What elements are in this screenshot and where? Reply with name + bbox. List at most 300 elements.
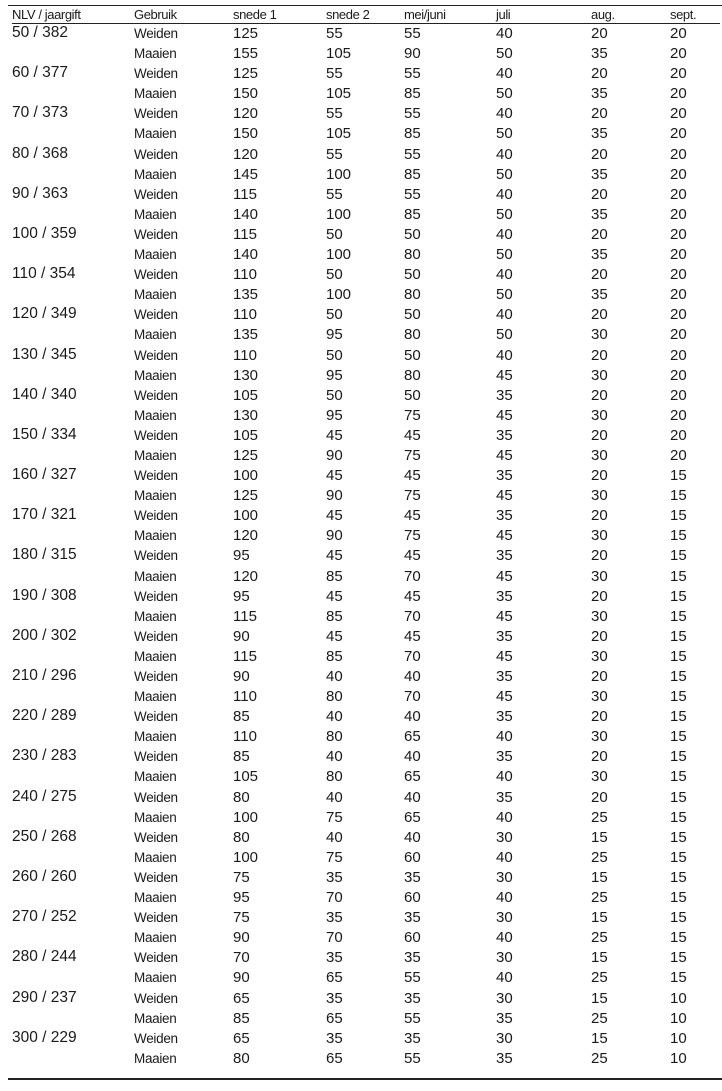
cell-sept: 20 (670, 125, 687, 143)
cell-aug: 20 (591, 426, 608, 444)
cell-nlv-jaargift: 80 / 368 (12, 144, 69, 162)
cell-aug: 25 (591, 969, 608, 987)
cell-snede-1: 75 (233, 868, 250, 886)
cell-juli: 45 (496, 487, 513, 505)
cell-juli: 40 (496, 185, 513, 203)
table-bottom-rule (8, 1078, 722, 1080)
table-row (12, 366, 720, 386)
cell-sept: 15 (670, 567, 687, 585)
cell-aug: 20 (591, 266, 608, 284)
cell-mei-juni: 70 (404, 647, 421, 665)
cell-sept: 15 (670, 828, 687, 846)
table-row (12, 104, 720, 124)
cell-juli: 50 (496, 246, 513, 264)
cell-aug: 20 (591, 668, 608, 685)
cell-nlv-jaargift: 170 / 321 (12, 506, 77, 524)
cell-aug: 25 (591, 1009, 608, 1027)
cell-mei-juni: 45 (404, 426, 421, 444)
cell-snede-1: 130 (233, 366, 259, 384)
cell-snede-2: 85 (326, 607, 343, 625)
cell-sept: 15 (670, 788, 687, 806)
cell-nlv-jaargift: 300 / 229 (12, 1028, 77, 1046)
cell-mei-juni: 75 (404, 527, 421, 545)
cell-gebruik: Weiden (134, 588, 178, 604)
cell-gebruik: Weiden (134, 508, 178, 524)
table-row (12, 64, 720, 84)
cell-snede-2: 75 (326, 848, 343, 866)
cell-snede-2: 65 (326, 1009, 343, 1027)
cell-snede-2: 100 (326, 286, 352, 304)
cell-juli: 45 (496, 446, 513, 464)
table-row (12, 466, 720, 486)
cell-juli: 50 (496, 286, 513, 304)
cell-sept: 15 (670, 969, 687, 987)
cell-gebruik: Maaien (134, 327, 177, 343)
table-row (12, 808, 720, 828)
cell-gebruik: Maaien (134, 809, 177, 825)
cell-snede-2: 55 (326, 185, 343, 203)
cell-gebruik: Weiden (134, 226, 178, 242)
cell-juli: 45 (496, 527, 513, 545)
cell-juli: 45 (496, 647, 513, 665)
cell-snede-2: 85 (326, 567, 343, 585)
cell-snede-1: 75 (233, 909, 250, 927)
cell-aug: 15 (591, 1029, 608, 1047)
cell-snede-2: 45 (326, 547, 343, 565)
cell-aug: 20 (591, 547, 608, 565)
cell-sept: 15 (670, 688, 687, 706)
cell-sept: 20 (670, 246, 687, 264)
cell-mei-juni: 70 (404, 688, 421, 706)
cell-nlv-jaargift (12, 968, 134, 988)
cell-nlv-jaargift (12, 285, 134, 305)
cell-mei-juni: 55 (404, 105, 421, 123)
cell-snede-2: 35 (326, 909, 343, 927)
cell-juli: 30 (496, 1029, 513, 1047)
cell-aug: 20 (591, 225, 608, 243)
cell-sept: 10 (670, 989, 687, 1007)
cell-sept: 10 (670, 1009, 687, 1027)
cell-mei-juni: 40 (404, 828, 421, 846)
cell-sept: 15 (670, 467, 687, 485)
cell-snede-2: 50 (326, 266, 343, 284)
table-row (12, 607, 720, 627)
cell-juli: 40 (496, 65, 513, 83)
cell-sept: 15 (670, 909, 687, 927)
cell-nlv-jaargift: 210 / 296 (12, 667, 77, 684)
cell-sept: 20 (670, 185, 687, 203)
cell-juli: 30 (496, 989, 513, 1007)
cell-mei-juni: 70 (404, 607, 421, 625)
cell-juli: 35 (496, 507, 513, 525)
cell-mei-juni: 35 (404, 949, 421, 967)
table-row (12, 908, 720, 928)
cell-aug: 30 (591, 768, 608, 786)
cell-snede-1: 120 (233, 527, 259, 545)
cell-juli: 35 (496, 547, 513, 565)
cell-sept: 20 (670, 386, 687, 404)
table-row (12, 426, 720, 446)
table-row (12, 587, 720, 607)
cell-snede-1: 155 (233, 45, 259, 63)
cell-mei-juni: 80 (404, 326, 421, 344)
cell-snede-2: 55 (326, 65, 343, 83)
cell-juli: 30 (496, 828, 513, 846)
cell-snede-1: 135 (233, 286, 259, 304)
table-body (12, 24, 720, 1069)
cell-snede-2: 95 (326, 366, 343, 384)
table-row (12, 446, 720, 466)
cell-snede-1: 90 (233, 627, 250, 645)
cell-juli: 40 (496, 346, 513, 364)
cell-aug: 35 (591, 165, 608, 183)
table-row (12, 747, 720, 767)
cell-snede-2: 35 (326, 1029, 343, 1047)
cell-gebruik: Maaien (134, 1010, 177, 1026)
cell-mei-juni: 60 (404, 929, 421, 947)
cell-nlv-jaargift (12, 888, 134, 908)
table-row (12, 667, 720, 687)
cell-mei-juni: 50 (404, 225, 421, 243)
table-row (12, 24, 720, 45)
cell-nlv-jaargift (12, 526, 134, 546)
cell-nlv-jaargift (12, 727, 134, 747)
cell-juli: 40 (496, 889, 513, 907)
cell-gebruik: Maaien (134, 930, 177, 946)
cell-snede-2: 105 (326, 125, 352, 143)
cell-aug: 30 (591, 446, 608, 464)
cell-snede-1: 135 (233, 326, 259, 344)
cell-snede-1: 115 (233, 185, 257, 203)
cell-aug: 20 (591, 587, 608, 605)
cell-snede-2: 85 (326, 647, 343, 665)
cell-mei-juni: 35 (404, 909, 421, 927)
table-row (12, 205, 720, 225)
cell-gebruik: Weiden (134, 307, 178, 323)
cell-nlv-jaargift: 220 / 289 (12, 707, 77, 725)
table-row (12, 84, 720, 104)
cell-aug: 20 (591, 386, 608, 404)
cell-gebruik: Weiden (134, 387, 178, 403)
header-snede-2: snede 2 (326, 6, 404, 24)
cell-snede-2: 80 (326, 768, 343, 786)
cell-mei-juni: 65 (404, 808, 421, 826)
cell-nlv-jaargift: 150 / 334 (12, 425, 77, 443)
cell-aug: 30 (591, 567, 608, 585)
cell-nlv-jaargift (12, 366, 134, 386)
cell-mei-juni: 35 (404, 868, 421, 886)
cell-aug: 20 (591, 708, 608, 726)
cell-snede-2: 50 (326, 306, 343, 324)
cell-snede-2: 55 (326, 105, 343, 123)
cell-nlv-jaargift: 290 / 237 (12, 988, 77, 1006)
cell-snede-2: 50 (326, 346, 343, 364)
cell-snede-1: 150 (233, 85, 259, 103)
cell-nlv-jaargift: 180 / 315 (12, 546, 77, 564)
cell-snede-1: 145 (233, 165, 259, 183)
cell-snede-1: 90 (233, 668, 250, 685)
cell-mei-juni: 55 (404, 1049, 421, 1067)
cell-gebruik: Weiden (134, 1030, 178, 1046)
cell-juli: 40 (496, 145, 513, 163)
cell-nlv-jaargift: 260 / 260 (12, 867, 77, 885)
table-row (12, 727, 720, 747)
table-row (12, 567, 720, 587)
table-row (12, 1029, 720, 1049)
cell-gebruik: Weiden (134, 66, 178, 82)
cell-snede-2: 90 (326, 446, 343, 464)
cell-snede-1: 65 (233, 989, 250, 1007)
cell-nlv-jaargift: 120 / 349 (12, 305, 77, 323)
cell-snede-2: 55 (326, 25, 343, 42)
cell-snede-2: 70 (326, 889, 343, 907)
cell-sept: 20 (670, 406, 687, 424)
cell-mei-juni: 70 (404, 567, 421, 585)
table-row (12, 305, 720, 325)
cell-juli: 35 (496, 668, 513, 685)
table-row (12, 1049, 720, 1069)
cell-sept: 20 (670, 145, 687, 163)
cell-juli: 40 (496, 728, 513, 746)
cell-mei-juni: 65 (404, 728, 421, 746)
cell-sept: 15 (670, 647, 687, 665)
cell-juli: 45 (496, 406, 513, 424)
cell-juli: 35 (496, 748, 513, 766)
cell-snede-1: 85 (233, 1009, 250, 1027)
cell-mei-juni: 50 (404, 306, 421, 324)
cell-snede-2: 50 (326, 386, 343, 404)
cell-snede-1: 80 (233, 788, 250, 806)
cell-aug: 25 (591, 808, 608, 826)
table-row (12, 928, 720, 948)
cell-nlv-jaargift: 110 / 354 (12, 265, 76, 283)
cell-snede-2: 95 (326, 326, 343, 344)
cell-snede-2: 40 (326, 708, 343, 726)
table-row (12, 948, 720, 968)
table-row (12, 828, 720, 848)
cell-aug: 25 (591, 929, 608, 947)
table-row (12, 245, 720, 265)
cell-aug: 20 (591, 105, 608, 123)
cell-mei-juni: 85 (404, 165, 421, 183)
table-row (12, 788, 720, 808)
cell-nlv-jaargift (12, 647, 134, 667)
cell-snede-2: 45 (326, 627, 343, 645)
cell-gebruik: Maaien (134, 648, 177, 664)
cell-sept: 15 (670, 487, 687, 505)
cell-sept: 15 (670, 627, 687, 645)
cell-nlv-jaargift (12, 84, 134, 104)
cell-snede-2: 40 (326, 828, 343, 846)
cell-sept: 10 (670, 1029, 687, 1047)
cell-mei-juni: 40 (404, 748, 421, 766)
cell-nlv-jaargift: 140 / 340 (12, 385, 77, 403)
cell-snede-2: 40 (326, 748, 343, 766)
table-row (12, 968, 720, 988)
table-row (12, 386, 720, 406)
cell-snede-2: 40 (326, 668, 343, 685)
cell-aug: 20 (591, 627, 608, 645)
table-row (12, 285, 720, 305)
cell-mei-juni: 55 (404, 25, 421, 42)
cell-juli: 40 (496, 306, 513, 324)
header-sept: sept. (670, 6, 720, 24)
cell-aug: 15 (591, 868, 608, 886)
cell-aug: 35 (591, 125, 608, 143)
cell-juli: 40 (496, 929, 513, 947)
cell-sept: 15 (670, 547, 687, 565)
cell-juli: 35 (496, 386, 513, 404)
cell-snede-2: 35 (326, 868, 343, 886)
cell-juli: 50 (496, 45, 513, 63)
cell-sept: 20 (670, 85, 687, 103)
cell-aug: 25 (591, 1049, 608, 1067)
table-row (12, 627, 720, 647)
cell-juli: 40 (496, 225, 513, 243)
cell-snede-2: 100 (326, 246, 352, 264)
table-row (12, 406, 720, 426)
cell-snede-1: 110 (233, 306, 257, 324)
cell-gebruik: Weiden (134, 910, 178, 926)
cell-sept: 20 (670, 346, 687, 364)
cell-snede-1: 140 (233, 246, 259, 264)
cell-mei-juni: 85 (404, 125, 421, 143)
cell-aug: 20 (591, 788, 608, 806)
cell-snede-1: 105 (233, 426, 259, 444)
cell-snede-2: 90 (326, 527, 343, 545)
cell-gebruik: Weiden (134, 628, 178, 644)
cell-sept: 15 (670, 949, 687, 967)
cell-mei-juni: 60 (404, 889, 421, 907)
cell-mei-juni: 40 (404, 708, 421, 726)
cell-aug: 30 (591, 326, 608, 344)
cell-aug: 15 (591, 949, 608, 967)
cell-snede-2: 45 (326, 507, 343, 525)
cell-juli: 50 (496, 205, 513, 223)
cell-nlv-jaargift (12, 165, 134, 185)
cell-aug: 15 (591, 909, 608, 927)
cell-snede-1: 95 (233, 547, 250, 565)
cell-gebruik: Maaien (134, 1050, 177, 1066)
cell-juli: 40 (496, 808, 513, 826)
header-juli: juli (496, 6, 591, 24)
cell-snede-2: 100 (326, 205, 352, 223)
cell-aug: 30 (591, 527, 608, 545)
cell-nlv-jaargift (12, 245, 134, 265)
cell-gebruik: Maaien (134, 849, 177, 865)
cell-juli: 40 (496, 768, 513, 786)
cell-sept: 15 (670, 808, 687, 826)
cell-gebruik: Weiden (134, 548, 178, 564)
cell-nlv-jaargift (12, 1049, 134, 1069)
cell-sept: 15 (670, 728, 687, 746)
cell-snede-2: 55 (326, 145, 343, 163)
cell-aug: 30 (591, 406, 608, 424)
cell-aug: 35 (591, 45, 608, 63)
cell-gebruik: Weiden (134, 468, 178, 484)
cell-nlv-jaargift: 50 / 382 (12, 24, 69, 41)
cell-sept: 15 (670, 607, 687, 625)
cell-gebruik: Maaien (134, 206, 177, 222)
cell-gebruik: Weiden (134, 106, 178, 122)
cell-gebruik: Maaien (134, 689, 177, 705)
cell-gebruik: Weiden (134, 749, 178, 765)
cell-snede-2: 65 (326, 969, 343, 987)
header-gebruik: Gebruik (134, 6, 233, 24)
cell-snede-1: 100 (233, 848, 259, 866)
cell-aug: 30 (591, 487, 608, 505)
cell-snede-1: 120 (233, 567, 259, 585)
cell-sept: 15 (670, 708, 687, 726)
cell-mei-juni: 55 (404, 65, 421, 83)
cell-aug: 30 (591, 607, 608, 625)
cell-snede-1: 80 (233, 1049, 250, 1067)
cell-nlv-jaargift (12, 406, 134, 426)
cell-aug: 35 (591, 205, 608, 223)
cell-snede-2: 75 (326, 808, 343, 826)
cell-aug: 20 (591, 306, 608, 324)
header-nlv-jaargift: NLV / jaargift (12, 6, 134, 24)
cell-gebruik: Weiden (134, 347, 178, 363)
table-row (12, 185, 720, 205)
cell-snede-2: 45 (326, 467, 343, 485)
table-row (12, 44, 720, 64)
cell-gebruik: Maaien (134, 126, 177, 142)
cell-mei-juni: 85 (404, 205, 421, 223)
cell-gebruik: Maaien (134, 528, 177, 544)
cell-snede-1: 115 (233, 607, 257, 625)
cell-aug: 25 (591, 848, 608, 866)
cell-gebruik: Maaien (134, 247, 177, 263)
header-mei-juni: mei/juni (404, 6, 496, 24)
cell-snede-2: 80 (326, 688, 343, 706)
table-row (12, 1009, 720, 1029)
cell-nlv-jaargift: 100 / 359 (12, 224, 77, 242)
cell-snede-2: 100 (326, 165, 352, 183)
cell-mei-juni: 45 (404, 627, 421, 645)
table-row (12, 707, 720, 727)
cell-sept: 20 (670, 306, 687, 324)
cell-aug: 20 (591, 748, 608, 766)
cell-juli: 35 (496, 426, 513, 444)
cell-sept: 15 (670, 748, 687, 766)
cell-snede-1: 120 (233, 105, 259, 123)
cell-aug: 15 (591, 828, 608, 846)
cell-sept: 15 (670, 889, 687, 907)
cell-snede-1: 130 (233, 406, 259, 424)
cell-gebruik: Maaien (134, 568, 177, 584)
cell-mei-juni: 75 (404, 487, 421, 505)
cell-gebruik: Weiden (134, 829, 178, 845)
cell-aug: 25 (591, 889, 608, 907)
cell-nlv-jaargift (12, 607, 134, 627)
cell-sept: 20 (670, 366, 687, 384)
cell-snede-1: 150 (233, 125, 259, 143)
header-snede-1: snede 1 (233, 6, 326, 24)
cell-snede-1: 70 (233, 949, 250, 967)
cell-snede-1: 80 (233, 828, 250, 846)
cell-snede-2: 80 (326, 728, 343, 746)
cell-gebruik: Weiden (134, 146, 178, 162)
table-row (12, 868, 720, 888)
cell-gebruik: Maaien (134, 407, 177, 423)
table-row (12, 687, 720, 707)
cell-juli: 40 (496, 105, 513, 123)
cell-snede-1: 95 (233, 889, 250, 907)
table-row (12, 506, 720, 526)
cell-sept: 10 (670, 1049, 687, 1067)
cell-juli: 35 (496, 587, 513, 605)
